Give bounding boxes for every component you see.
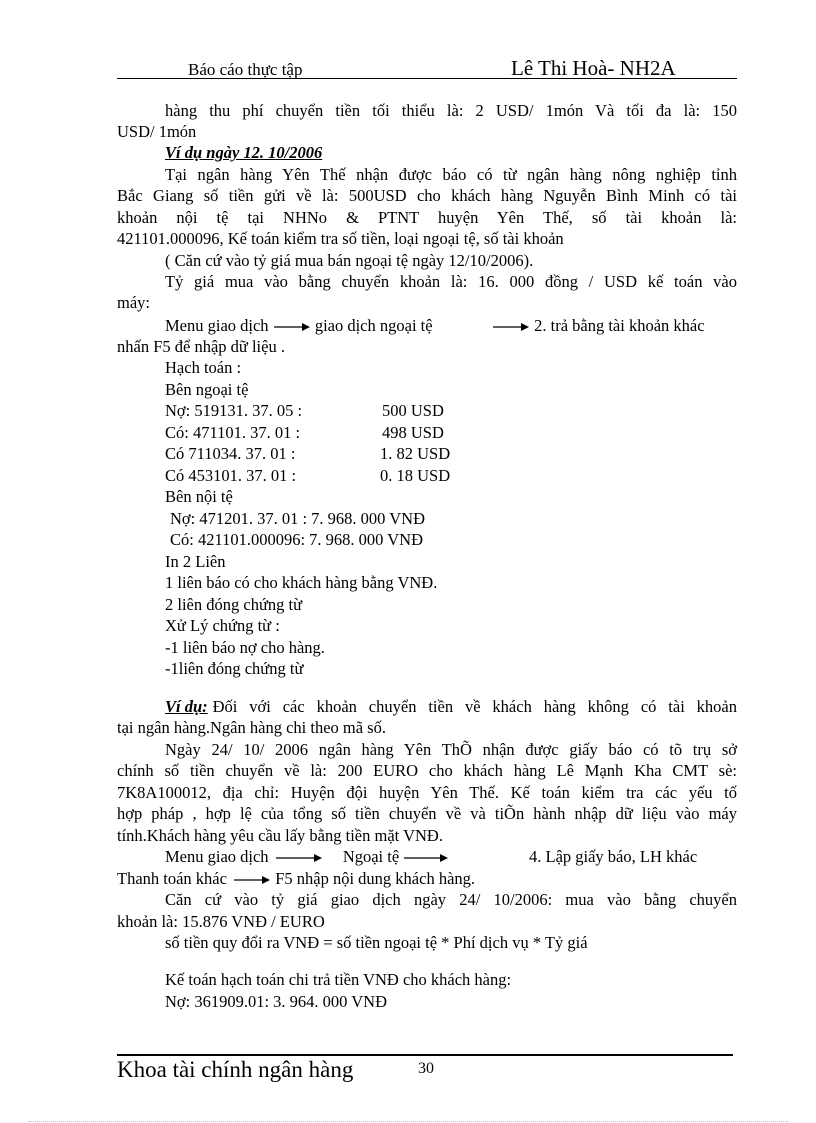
- menu-step: giao dịch ngoại tệ: [314, 316, 433, 335]
- menu-path-end: [492, 315, 705, 337]
- body-line: hàng thu phí chuyển tiền tối thiểu là: 2 USD/ 1món Và tối đa là: 150: [165, 101, 737, 120]
- entry-account: Có 711034. 37. 01 :: [165, 444, 296, 463]
- body-line: Bên nội tệ: [165, 487, 233, 506]
- body-line: In 2 Liên: [165, 552, 226, 571]
- body-line: 421101.000096, Kế toán kiểm tra số tiền, loại ngoại tệ, số tài khoản: [117, 229, 564, 248]
- header-right: Lê Thi Hoà- NH2A: [511, 56, 676, 80]
- body-line: khoản là: 15.876 VNĐ / EURO: [117, 912, 325, 931]
- menu-step: Menu giao dịch: [165, 316, 269, 335]
- page-bottom-border: [28, 1121, 788, 1122]
- example2-line: [165, 696, 737, 718]
- arrow-right-icon: [492, 322, 530, 332]
- menu-step: Thanh toán khác: [117, 869, 227, 888]
- body-line: -1 liên báo nợ cho hàng.: [165, 638, 325, 657]
- body-line: khoản nội tệ tại NHNo & PTNT huyện Yên Thế, số tài khoản là:: [117, 208, 737, 227]
- body-line: Tỷ giá mua vào bằng chuyển khoản là: 16. 000 đồng / USD kế toán vào: [165, 272, 737, 291]
- menu-step: F5 nhập nội dung khách hàng.: [275, 869, 476, 888]
- header-left: Báo cáo thực tập: [188, 60, 303, 79]
- page-number: 30: [418, 1060, 434, 1077]
- body-line: nhấn F5 để nhập dữ liệu .: [117, 337, 285, 356]
- body-line: 7K8A100012, địa chỉ: Huyện đội huyện Yên Thế. Kế toán kiểm tra các yếu tố: [117, 783, 737, 802]
- entry-amount: 1. 82 USD: [380, 444, 451, 463]
- header-rule: [117, 78, 737, 79]
- entry-account: Có: 471101. 37. 01 :: [165, 423, 301, 442]
- entry-amount: 498 USD: [382, 423, 444, 442]
- body-line: tính.Khách hàng yêu cầu lấy bằng tiền mặt VNĐ.: [117, 826, 443, 845]
- arrow-right-icon: [403, 853, 449, 863]
- menu-step: 4. Lập giấy báo, LH khác: [529, 847, 698, 866]
- footer-rule: [117, 1054, 733, 1056]
- menu-step: Menu giao dịch: [165, 847, 269, 866]
- entry-amount: 500 USD: [382, 401, 444, 420]
- entry-account: Có 453101. 37. 01 :: [165, 466, 297, 485]
- arrow-right-icon: [273, 322, 311, 332]
- footer-text: Khoa tài chính ngân hàng: [117, 1057, 354, 1082]
- body-line: hợp pháp , hợp lệ của tổng số tiền chuyển về và tiÕn hành nhập dữ liệu vào máy: [117, 804, 737, 823]
- menu-path: [165, 846, 449, 868]
- entry-account: Nợ: 519131. 37. 05 :: [165, 401, 303, 420]
- body-line: ( Căn cứ vào tỷ giá mua bán ngoại tệ ngày 12/10/2006).: [165, 251, 534, 270]
- body-line: Kế toán hạch toán chi trả tiền VNĐ cho khách hàng:: [165, 970, 512, 989]
- body-line: số tiền quy đổi ra VNĐ = số tiền ngoại tệ * Phí dịch vụ * Tỷ giá: [165, 933, 588, 952]
- body-line: tại ngân hàng.Ngân hàng chi theo mã số.: [117, 718, 386, 737]
- entry-line: Có: 421101.000096: 7. 968. 000 VNĐ: [170, 530, 424, 549]
- body-line: Ngày 24/ 10/ 2006 ngân hàng Yên ThÕ nhận được giấy báo có tõ trụ sở: [165, 740, 737, 759]
- body-line: Bên ngoại tệ: [165, 380, 249, 399]
- menu-step: Ngoại tệ: [342, 847, 400, 866]
- body-line: 1 liên báo có cho khách hàng bằng VNĐ.: [165, 573, 438, 592]
- example-heading: Ví dụ ngày 12. 10/2006: [165, 143, 323, 162]
- entry-line: Nợ: 471201. 37. 01 : 7. 968. 000 VNĐ: [170, 509, 426, 528]
- body-line: Tại ngân hàng Yên Thế nhận được báo có từ ngân hàng nông nghiệp tỉnh: [165, 165, 737, 184]
- body-line: Bắc Giang số tiền gửi về là: 500USD cho khách hàng Nguyễn Bình Minh có tài: [117, 186, 737, 205]
- example-heading: Ví dụ:: [165, 697, 208, 716]
- body-line: chính số tiền chuyển về là: 200 EURO cho khách hàng Lê Mạnh Kha CMT sè:: [117, 761, 737, 780]
- body-line: Xử Lý chứng từ :: [165, 616, 280, 635]
- body-line: USD/ 1món: [117, 122, 197, 141]
- menu-path: [117, 868, 475, 890]
- body-line: máy:: [117, 293, 150, 312]
- arrow-right-icon: [231, 875, 271, 885]
- body-line: Đối với các khoản chuyển tiền về khách hàng không có tài khoản: [212, 697, 737, 716]
- body-line: Nợ: 361909.01: 3. 964. 000 VNĐ: [165, 992, 388, 1011]
- arrow-right-icon: [273, 853, 323, 863]
- entry-amount: 0. 18 USD: [380, 466, 451, 485]
- menu-step: 2. trả bằng tài khoản khác: [534, 316, 705, 335]
- body-line: Căn cứ vào tỷ giá giao dịch ngày 24/ 10/2006: mua vào bằng chuyển: [165, 890, 737, 909]
- body-line: -1liên đóng chứng từ: [165, 659, 304, 678]
- menu-path: [165, 315, 433, 337]
- body-line: Hạch toán :: [165, 358, 242, 377]
- body-line: 2 liên đóng chứng từ: [165, 595, 303, 614]
